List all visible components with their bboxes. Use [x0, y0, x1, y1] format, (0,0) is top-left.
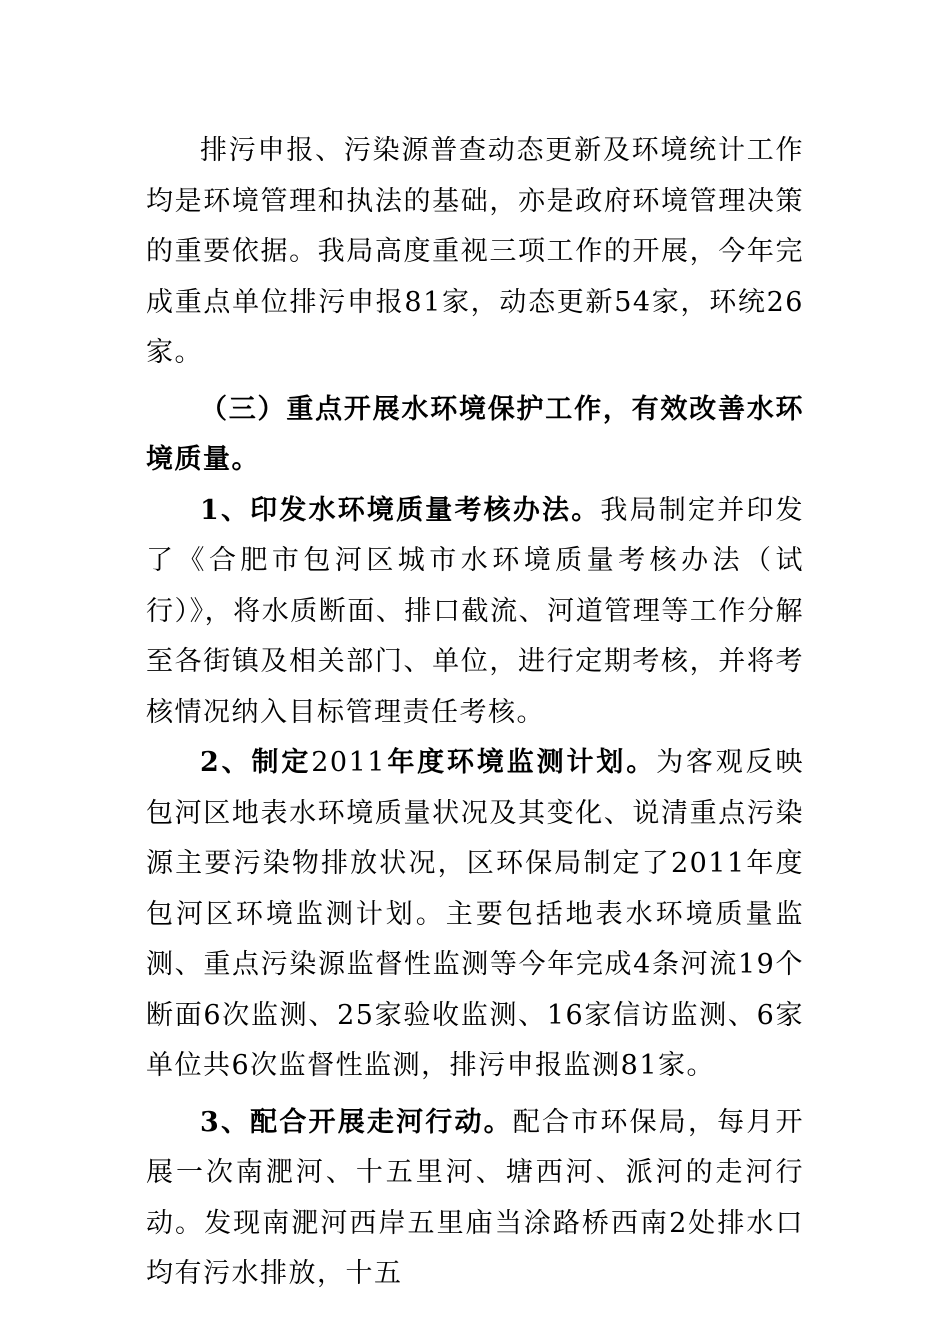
section-heading	[146, 385, 804, 486]
item-2-year: 2011	[311, 747, 386, 778]
item-2-lead-a: 2、制定	[200, 747, 312, 778]
paragraph-item-2	[146, 738, 804, 1092]
paragraph-intro	[146, 126, 804, 379]
section-heading-text: （三）重点开展水环境保护工作，有效改善水环境质量。	[146, 393, 804, 475]
item-3-lead: 3、配合开展走河行动。	[200, 1106, 513, 1138]
intro-text: 排污申报、污染源普查动态更新及环境统计工作均是环境管理和执法的基础，亦是政府环境管理决策的重要依据。我局高度重视三项工作的开展，今年完成重点单位排污申报81家，动态更新54家，环统26家。	[146, 135, 804, 368]
item-1-body: 我局制定并印发了《合肥市包河区城市水环境质量考核办法（试行）》，将水质断面、排口截流、河道管理等工作分解至各街镇及相关部门、单位，进行定期考核，并将考核情况纳入目标管理责任考核。	[146, 494, 805, 728]
item-1-lead: 1、印发水环境质量考核办法。	[200, 494, 601, 526]
item-2-lead-b: 年度环境监测计划。	[385, 747, 657, 778]
item-2-body: 为客观反映包河区地表水环境质量状况及其变化、说清重点污染源主要污染物排放状况，区环保局制定了2011年度包河区环境监测计划。主要包括地表水环境质量监测、重点污染源监督性监测等今年完成4条河流19个断面6次监测、25家验收监测、16家信访监测、6家单位共6次监督性监测，排污申报监测81家。	[146, 747, 805, 1081]
paragraph-item-3	[146, 1098, 804, 1300]
item-3-body: 配合市环保局，每月开展一次南淝河、十五里河、塘西河、派河的走河行动。发现南淝河西岸五里庙当涂路桥西南2处排水口均有污水排放，十五	[146, 1106, 804, 1289]
paragraph-item-1	[146, 486, 804, 739]
